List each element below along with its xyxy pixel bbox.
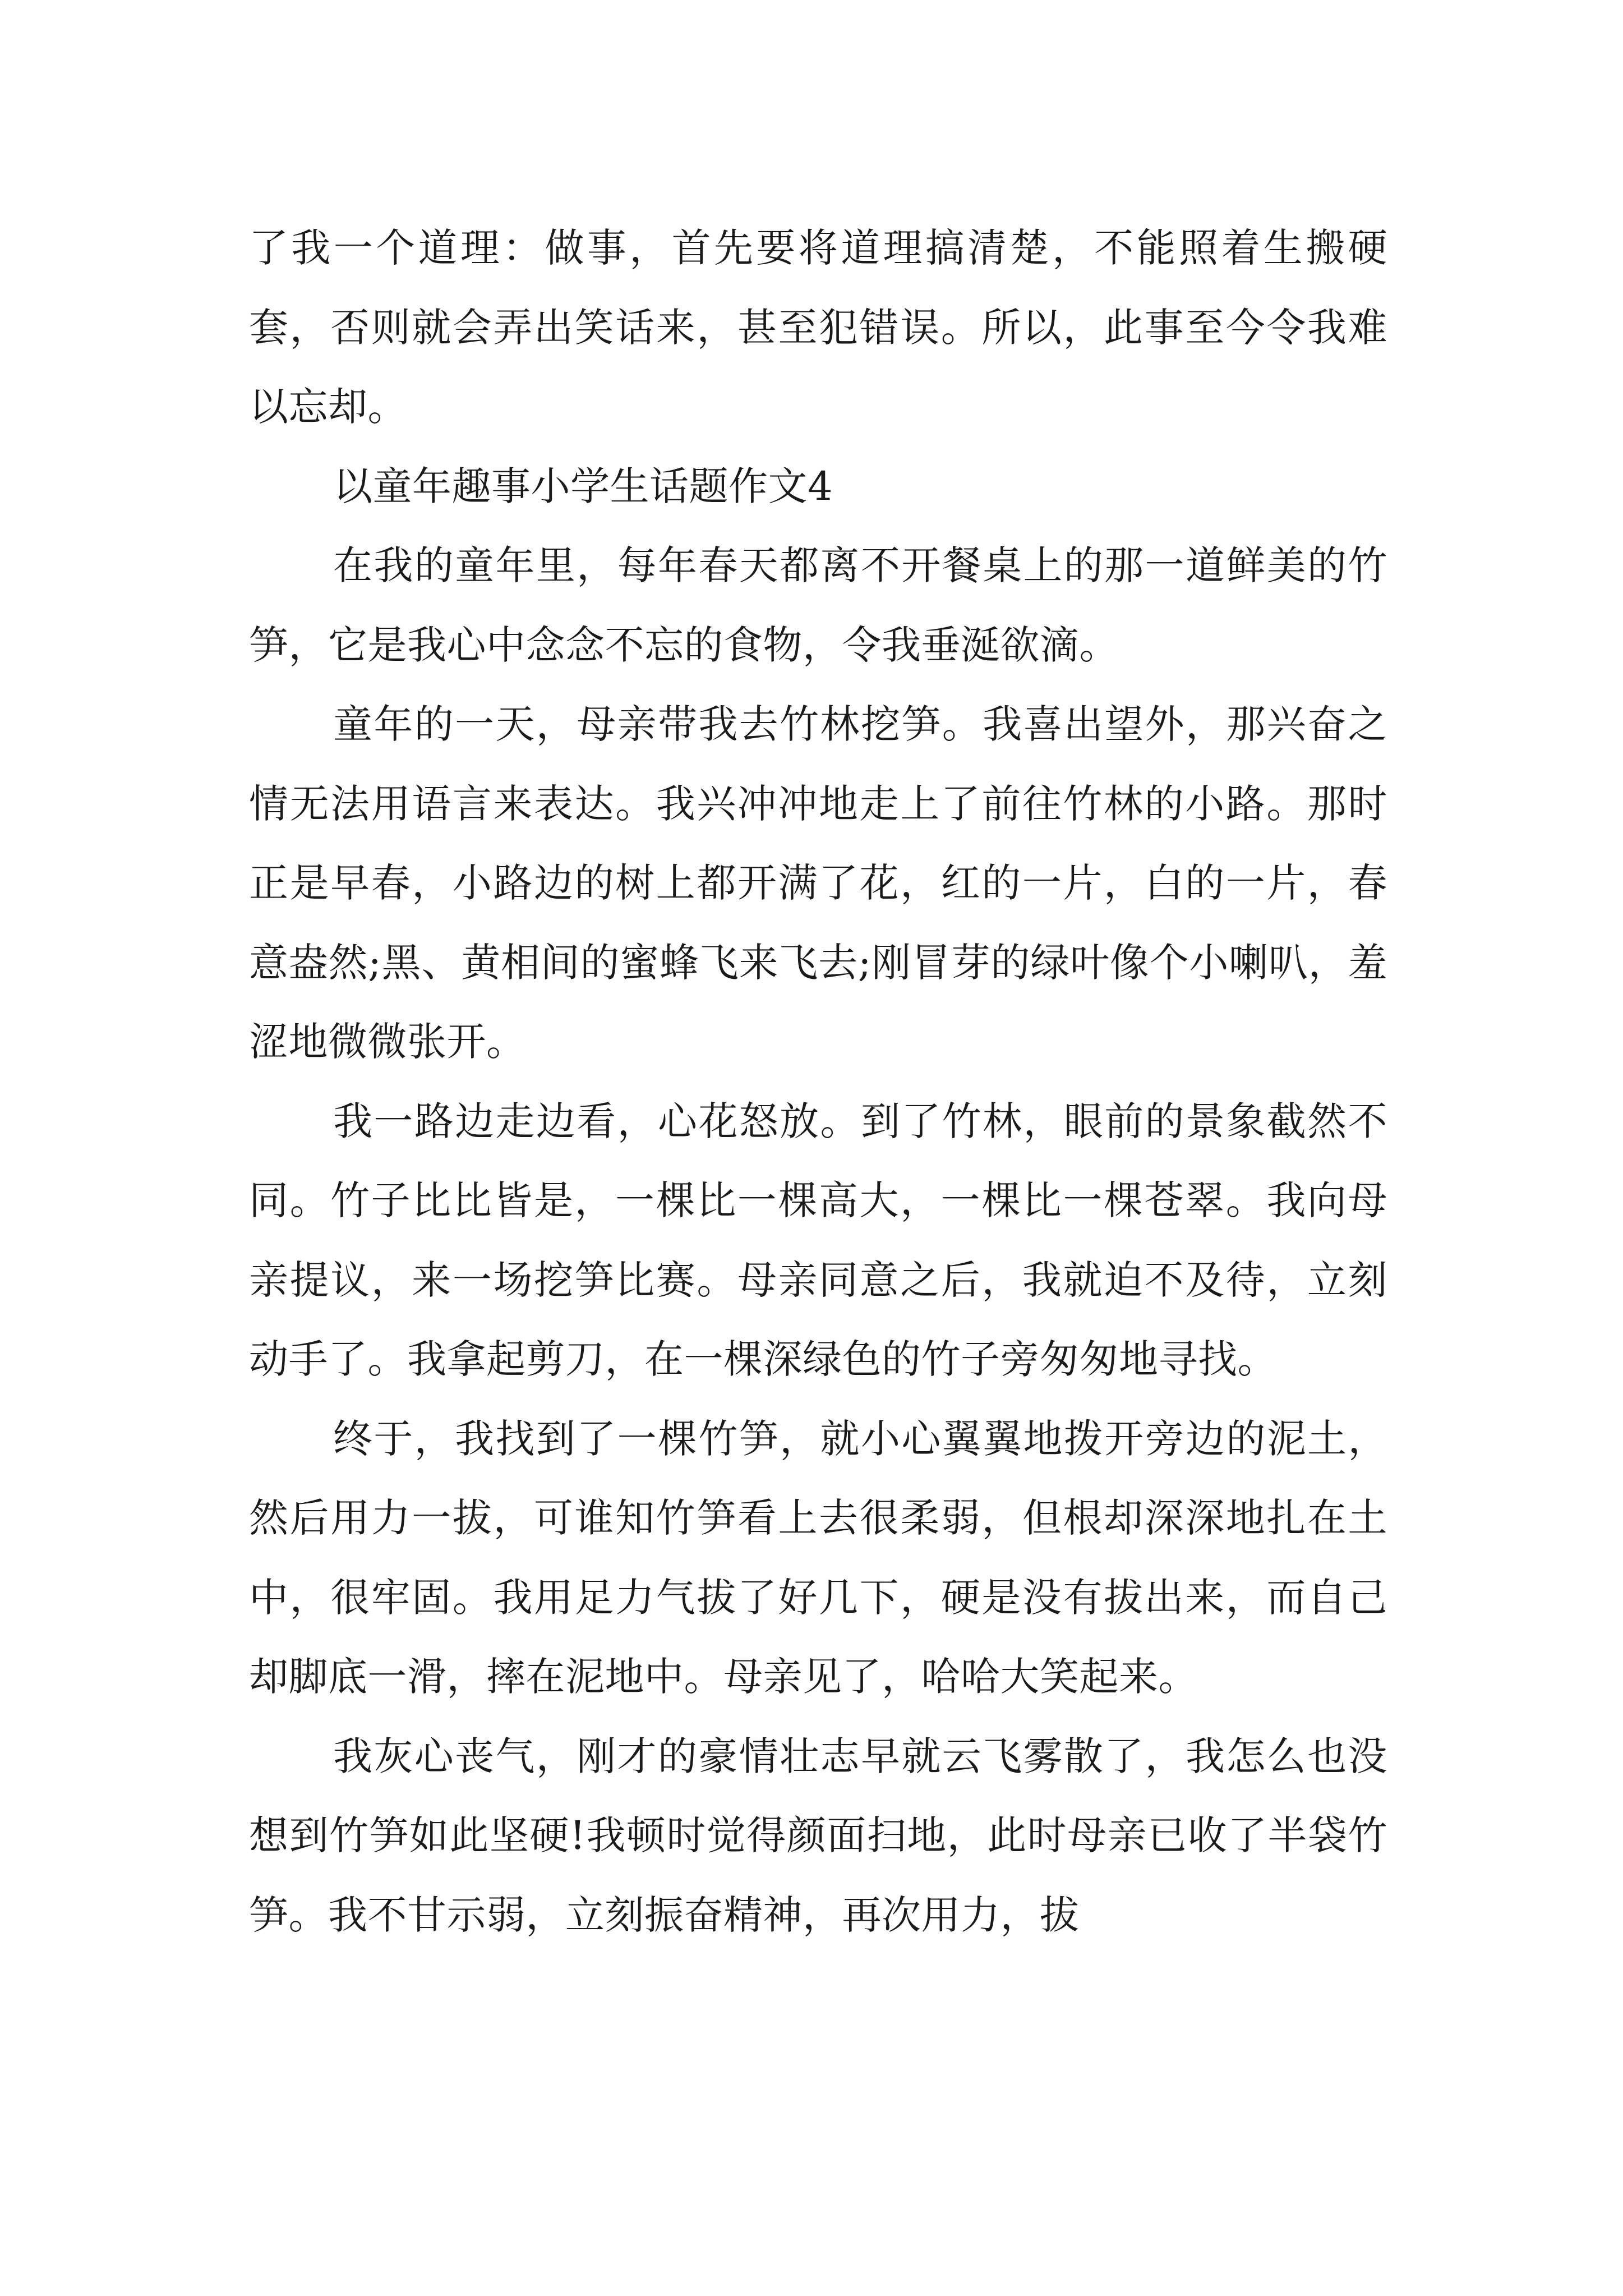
paragraph-continuation: 了我一个道理：做事，首先要将道理搞清楚，不能照着生搬硬套，否则就会弄出笑话来，甚至犯错误。所以，此事至今令我难以忘却。 [249,225,1387,430]
paragraph: 在我的童年里，每年春天都离不开餐桌上的那一道鲜美的竹笋，它是我心中念念不忘的食物，令我垂涎欲滴。 [249,542,1387,668]
paragraph: 我一路边走边看，心花怒放。到了竹林，眼前的景象截然不同。竹子比比皆是，一棵比一棵高大，一棵比一棵苍翠。我向母亲提议，来一场挖笋比赛。母亲同意之后，我就迫不及待，立刻动手了。我拿起剪刀，在一棵深绿色的竹子旁匆匆地寻找。 [249,1098,1387,1382]
essay-heading: 以童年趣事小学生话题作文4 [333,463,833,509]
paragraph: 我灰心丧气，刚才的豪情壮志早就云飞雾散了，我怎么也没想到竹笋如此坚硬!我顿时觉得颜面扫地，此时母亲已收了半袋竹笋。我不甘示弱，立刻振奋精神，再次用力，拔 [249,1733,1387,1938]
document-body [249,209,1387,1955]
paragraph: 童年的一天，母亲带我去竹林挖笋。我喜出望外，那兴奋之情无法用语言来表达。我兴冲冲地走上了前往竹林的小路。那时正是早春，小路边的树上都开满了花，红的一片，白的一片，春意盎然;黑、黄相间的蜜蜂飞来飞去;刚冒芽的绿叶像个小喇叭，羞涩地微微张开。 [249,701,1387,1065]
paragraph: 终于，我找到了一棵竹笋，就小心翼翼地拨开旁边的泥土，然后用力一拔，可谁知竹笋看上去很柔弱，但根却深深地扎在土中，很牢固。我用足力气拔了好几下，硬是没有拔出来，而自己却脚底一滑，摔在泥地中。母亲见了，哈哈大笑起来。 [249,1415,1387,1700]
